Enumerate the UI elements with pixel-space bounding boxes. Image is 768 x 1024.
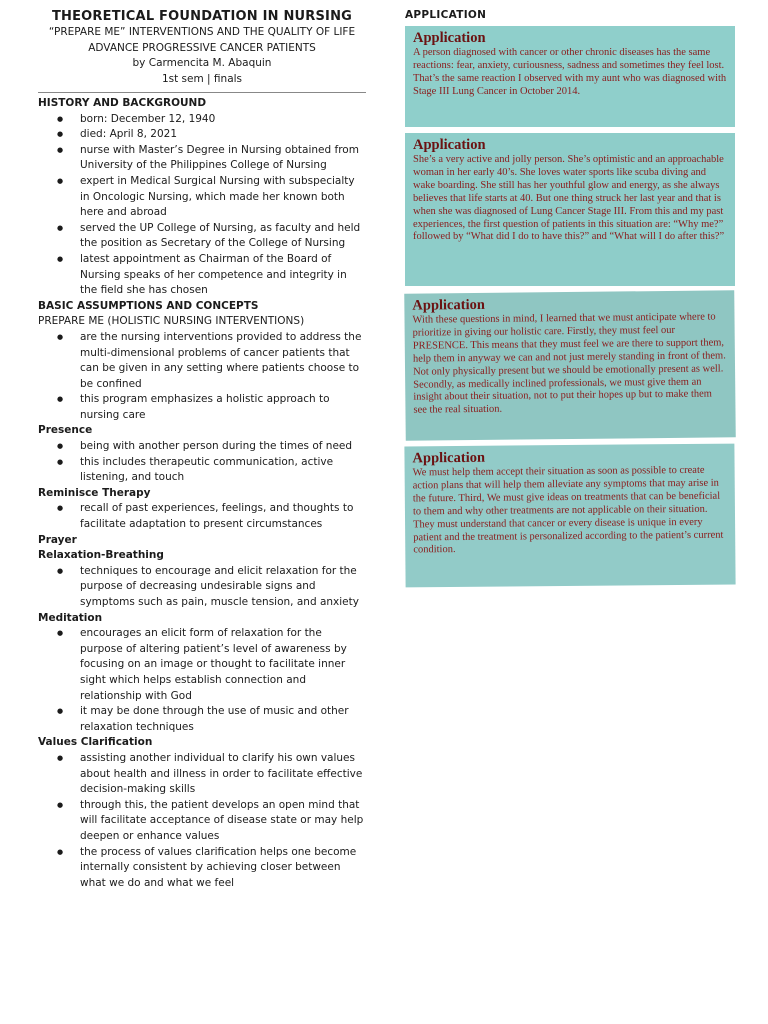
list-item: ● nurse with Master’s Degree in Nursing obtained from University of the Philippines College of Nursing xyxy=(38,143,366,174)
section-heading-relaxation: Relaxation-Breathing xyxy=(38,549,164,562)
notes-column xyxy=(38,8,366,891)
author-line: by Carmencita M. Abaquin xyxy=(132,57,272,69)
document-title: THEORETICAL FOUNDATION IN NURSING xyxy=(51,9,353,24)
application-card xyxy=(404,444,735,588)
list-item: ● techniques to encourage and elicit relaxation for the purpose of decreasing undesirable signs and symptoms such as pain, muscle tension, and anxiety xyxy=(38,564,366,611)
document-subtitle: “PREPARE ME” INTERVENTIONS AND THE QUALITY OF LIFE ADVANCE PROGRESSIVE CANCER PATIENTS xyxy=(48,26,356,54)
list-item: ● died: April 8, 2021 xyxy=(38,127,366,143)
application-card-text: A person diagnosed with cancer or other chronic diseases has the same reactions: fear, anxiety, curiousness, sadness and sometimes they feel lost. That’s the same reaction I observed with my aunt who was diagnosed with Stage III Lung Cancer in October 2014. xyxy=(413,47,727,97)
section-subheading-prepare-me: PREPARE ME (HOLISTIC NURSING INTERVENTIONS) xyxy=(38,315,305,328)
application-card-text: We must help them accept their situation as soon as possible to create action plans that will help them alleviate any symptoms that may arise in the future. Third, We must give ideas on treatments that can be beneficial to them and why other treatments are not applicable on their situation. They must understand that cancer or every disease is unique in every patient and the treatment is personalized according to the patient’s current condition. xyxy=(412,464,724,556)
list-item: ● served the UP College of Nursing, as faculty and held the position as Secretary of the College of Nursing xyxy=(38,221,366,252)
section-heading-history: HISTORY AND BACKGROUND xyxy=(38,97,207,109)
application-card xyxy=(405,133,735,286)
meditation-list xyxy=(38,626,366,735)
section-heading-values: Values Clarification xyxy=(38,736,153,749)
list-item: ● the process of values clarification helps one become internally consistent by achieving closer between what we do and what we feel xyxy=(38,845,366,892)
application-column xyxy=(405,8,735,592)
section-heading-meditation: Meditation xyxy=(38,611,103,624)
list-item: ● through this, the patient develops an open mind that will facilitate acceptance of disease state or may help deepen or enhance values xyxy=(38,798,366,845)
history-list xyxy=(38,112,366,299)
relaxation-list xyxy=(38,564,366,611)
application-card-title: Application xyxy=(412,449,486,467)
application-card-text: She’s a very active and jolly person. She’s optimistic and an approachable woman in her early 40’s. She loves water sports like scuba diving and wake boarding. She still has her youthful glow and energy, as she always believes that life starts at 40. But one thing struck her last year and that is when she was diagnosed of Lung Cancer Stage III. From this and my past experiences, the first question of patients in this situation are: “Why me?” followed by “What did I do to have this?” and “What will I do after this?” xyxy=(413,154,725,243)
application-heading: APPLICATION xyxy=(405,9,487,21)
list-item: ● being with another person during the times of need xyxy=(38,439,366,455)
application-card-title: Application xyxy=(413,137,486,153)
term-line: 1st sem | finals xyxy=(161,72,243,85)
values-list xyxy=(38,751,366,891)
section-heading-presence: Presence xyxy=(38,424,93,437)
application-card xyxy=(405,26,735,127)
assumptions-list xyxy=(38,330,366,424)
list-item: ● assisting another individual to clarify his own values about health and illness in order to facilitate effective decision-making skills xyxy=(38,751,366,798)
header-divider xyxy=(38,92,366,93)
list-item: ● born: December 12, 1940 xyxy=(38,112,366,128)
list-item: ● encourages an elicit form of relaxation for the purpose of altering patient’s level of awareness by focusing on an image or thought to facilitate inner sight which helps establish connection and relationship with God xyxy=(38,626,366,704)
application-card xyxy=(404,290,736,440)
list-item: ● expert in Medical Surgical Nursing with subspecialty in Oncologic Nursing, which made her known both here and abroad xyxy=(38,174,366,221)
list-item: ● this includes therapeutic communication, active listening, and touch xyxy=(38,455,366,486)
list-item: ● are the nursing interventions provided to address the multi-dimensional problems of cancer patients that can be given in any setting where patients choose to be confined xyxy=(38,330,366,392)
application-card-title: Application xyxy=(413,30,486,46)
application-card-title: Application xyxy=(412,296,485,314)
section-heading-reminisce: Reminisce Therapy xyxy=(38,486,151,499)
section-heading-assumptions: BASIC ASSUMPTIONS AND CONCEPTS xyxy=(38,299,259,312)
list-item: ● recall of past experiences, feelings, and thoughts to facilitate adaptation to present circumstances xyxy=(38,501,366,532)
list-item: ● it may be done through the use of music and other relaxation techniques xyxy=(38,704,366,735)
list-item: ● latest appointment as Chairman of the Board of Nursing speaks of her competence and integrity in the field she has chosen xyxy=(38,252,366,299)
list-item: ● this program emphasizes a holistic approach to nursing care xyxy=(38,392,366,423)
reminisce-list xyxy=(38,501,366,532)
application-card-text: With these questions in mind, I learned that we must anticipate where to prioritize in giving our holistic care. Firstly, they must feel our PRESENCE. This means that they must feel we are there to support them, help them in anyway we can and not just merely standing in front of them. Not only physically present but we should be emotionally present as well. Secondly, as medically inclined professionals, we must give them an insight about their situation, not to put their hopes up but to make them see the real situation. xyxy=(412,311,726,416)
presence-list xyxy=(38,439,366,486)
section-heading-prayer: Prayer xyxy=(38,533,77,546)
